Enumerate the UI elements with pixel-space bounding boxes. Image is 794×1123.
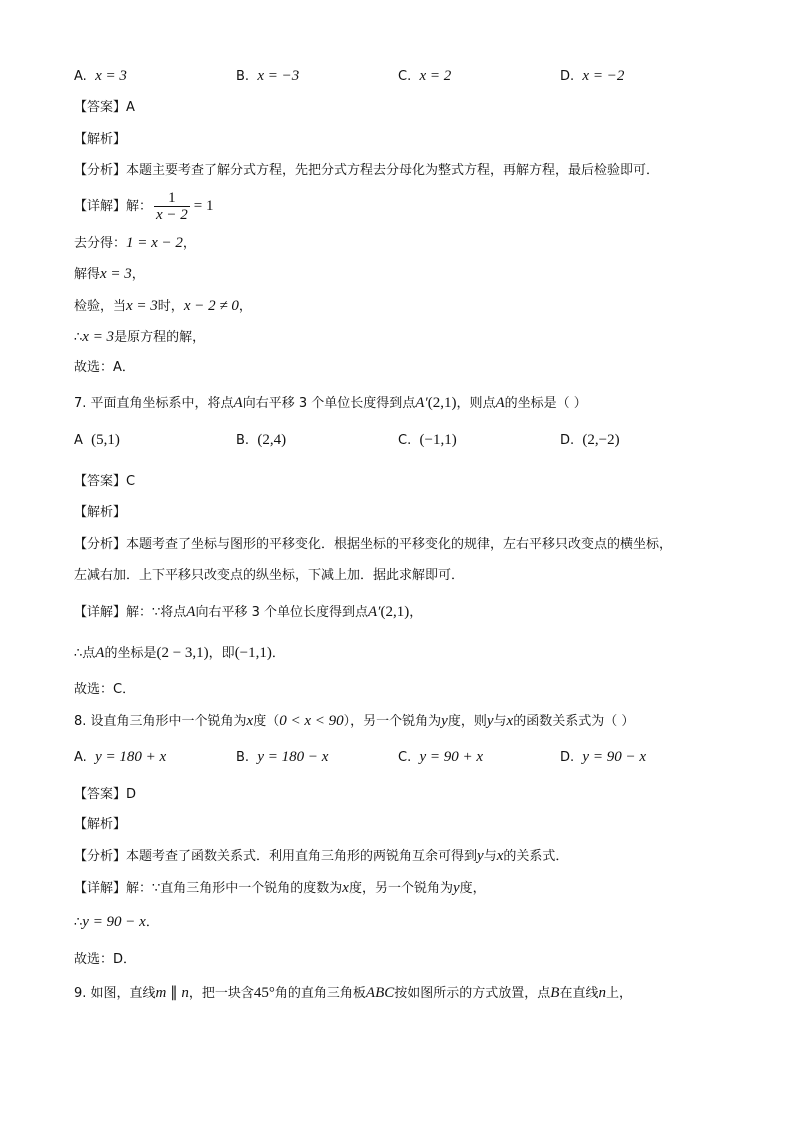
q8-fenxi: 【分析】本题考查了函数关系式．利用直角三角形的两锐角互余可得到y与x的关系式． — [74, 848, 569, 864]
q7-jiexi: 【解析】 — [74, 505, 127, 520]
q6-choose: 故选：A． — [74, 360, 135, 375]
q8-option-d[interactable]: D. y = 90 − x — [560, 749, 646, 765]
q7-detail: 【详解】解：∵将点A向右平移 3 个单位长度得到点A′(2,1)， — [74, 604, 423, 620]
q6-step2: 解得x = 3， — [74, 266, 145, 282]
q7-option-a[interactable]: A (5,1) — [74, 432, 120, 448]
q7-option-b[interactable]: B. (2,4) — [236, 432, 287, 448]
q8-result: ∴y = 90 − x． — [74, 914, 159, 930]
q6-fraction-rhs: = 1 — [193, 198, 214, 214]
q7-result: ∴点A的坐标是(2 − 3,1)，即(−1,1)． — [74, 645, 285, 661]
q6-step4: ∴x = 3是原方程的解， — [74, 329, 206, 345]
q6-fraction: $\frac{1}{x - 2}$ — [156, 190, 188, 223]
q6-detail-prefix: 【详解】解： — [74, 199, 153, 214]
q6-jiexi: 【解析】 — [74, 132, 127, 147]
q7-fenxi-line2: 左减右加．上下平移只改变点的纵坐标，下减上加．据此求解即可． — [74, 568, 465, 583]
q7-fenxi-line1: 【分析】本题考查了坐标与图形的平移变化．根据坐标的平移变化的规律，左右平移只改变点的横坐标， — [74, 537, 673, 552]
q7-stem: 7. 平面直角坐标系中，将点A向右平移 3 个单位长度得到点A′(2,1)，则点A的坐标是（ ） — [74, 395, 587, 411]
q6-option-c[interactable]: C. x = 2 — [398, 68, 452, 84]
q6-fenxi: 【分析】本题主要考查了解分式方程，先把分式方程去分母化为整式方程，再解方程，最后检验即可． — [74, 163, 660, 178]
q7-option-d[interactable]: D. (2,−2) — [560, 432, 620, 448]
q8-answer: 【答案】D — [74, 787, 137, 802]
q7-choose: 故选：C． — [74, 682, 136, 697]
q6-option-a[interactable]: A. x = 3 — [74, 68, 127, 84]
q7-answer: 【答案】C — [74, 474, 136, 489]
q9-stem: 9. 如图，直线m ∥ n，把一块含45°角的直角三角板ABC按如图所示的方式放置，点B在直线n上， — [74, 985, 632, 1001]
q6-step1: 去分得：1 = x − 2， — [74, 235, 196, 251]
q8-option-c[interactable]: C. y = 90 + x — [398, 749, 484, 765]
q8-stem: 8. 设直角三角形中一个锐角为x度（0 < x < 90），另一个锐角为y度，则y与x的函数关系式为（ ） — [74, 713, 635, 729]
q8-jiexi: 【解析】 — [74, 817, 127, 832]
q6-option-d[interactable]: D. x = −2 — [560, 68, 625, 84]
q6-step3: 检验，当x = 3时，x − 2 ≠ 0， — [74, 298, 252, 314]
q7-option-c[interactable]: C. (−1,1) — [398, 432, 457, 448]
q8-choose: 故选：D． — [74, 952, 137, 967]
q6-option-b[interactable]: B. x = −3 — [236, 68, 300, 84]
q8-detail: 【详解】解：∵直角三角形中一个锐角的度数为x度，另一个锐角为y度， — [74, 880, 486, 896]
q8-option-b[interactable]: B. y = 180 − x — [236, 749, 329, 765]
q8-option-a[interactable]: A. y = 180 + x — [74, 749, 167, 765]
q6-answer: 【答案】A — [74, 100, 135, 115]
q6-detail — [74, 188, 214, 225]
